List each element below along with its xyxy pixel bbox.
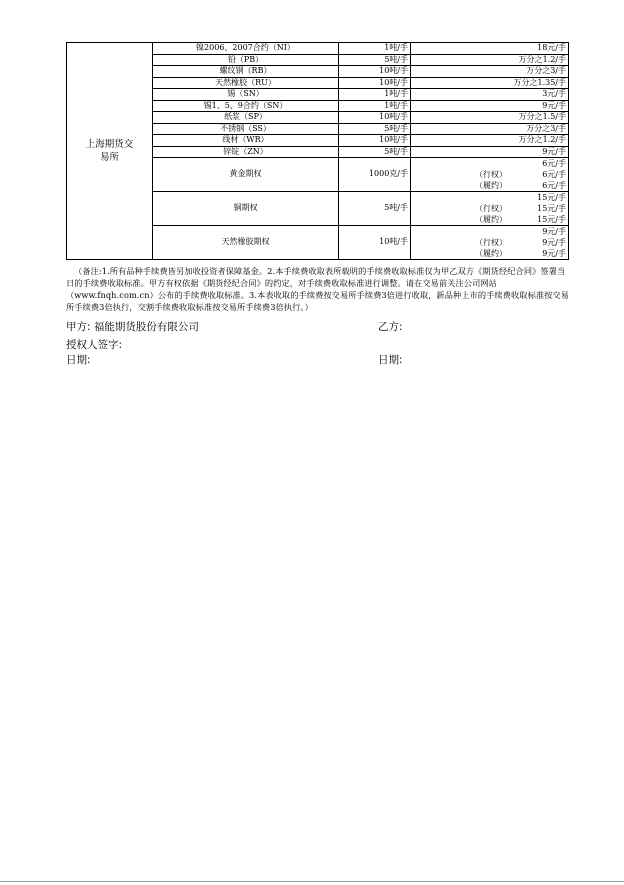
party-a-label: 甲方: 福能期货股份有限公司 [66,321,199,333]
option-fee-type-label: （行权） [475,238,507,247]
option-fee-value: 9元/手 [542,238,566,247]
fee-value: 万分之1.2/手 [411,54,569,66]
trading-unit: 10吨/手 [339,135,411,147]
trading-unit: 1吨/手 [339,89,411,101]
option-fee-value: 6元/手 [542,159,566,168]
option-fee-type-label [475,158,507,169]
fee-table [66,42,569,260]
remarks-note: （备注:1.所有品种手续费皆另加收投资者保障基金。2.本手续费收取表所载明的手续费收取标准仅为甲乙双方《期货经纪合同》签署当日的手续费收取标准。甲方有权依据《期货经纪合同》的约定，对手续费收取标准进行调整。请在交易前关注公司网站（www.fnqh.com.cn）公布的手续费收取标准。3.本表收取的手续费按交易所手续费3倍进行收取，新品种上市的手续费收取标准按交易所手续费3倍执行，交割手续费收取标准按交易所手续费3倍执行。） [66,266,570,312]
product-name: 铅（PB） [153,54,339,66]
option-fee-cell [411,158,569,192]
option-fee-type-label: （履约） [475,181,507,190]
option-trading-unit: 5吨/手 [339,192,411,226]
party-b-label: 乙方: [378,321,403,333]
product-name: 锌锭（ZN） [153,146,339,158]
option-fee-type-label [475,192,507,203]
option-fee-value: 15元/手 [537,215,566,224]
trading-unit: 10吨/手 [339,77,411,89]
option-fee-type-label: （履约） [475,249,507,258]
fee-value: 万分之3/手 [411,123,569,135]
product-name: 不锈钢（SS） [153,123,339,135]
fee-row [67,43,569,55]
option-fee-value: 9元/手 [542,227,566,236]
trading-unit: 10吨/手 [339,112,411,124]
exchange-name: 上海期货交易所 [67,43,153,260]
option-fee-cell [411,226,569,260]
trading-unit: 1吨/手 [339,100,411,112]
page-bottom-border [0,881,624,882]
fee-value: 万分之1.35/手 [411,77,569,89]
product-name: 锡（SN） [153,89,339,101]
option-fee-type-label: （行权） [475,204,507,213]
fee-value: 万分之1.2/手 [411,135,569,147]
product-name: 锡1、5、9合约（SN） [153,100,339,112]
fee-value: 3元/手 [411,89,569,101]
option-fee-cell [411,192,569,226]
product-name: 线材（WR） [153,135,339,147]
option-product-name: 天然橡胶期权 [153,226,339,260]
product-name: 天然橡胶（RU） [153,77,339,89]
option-fee-value: 6元/手 [542,170,566,179]
authorized-signature-label: 授权人签字: [66,339,123,351]
trading-unit: 10吨/手 [339,66,411,78]
fee-value: 万分之3/手 [411,66,569,78]
option-fee-type-label: （行权） [475,170,507,179]
trading-unit: 5吨/手 [339,123,411,135]
option-fee-type-label [475,226,507,237]
trading-unit: 5吨/手 [339,54,411,66]
date-a-label: 日期: [66,354,91,366]
option-fee-value: 6元/手 [542,181,566,190]
product-name: 镍2006、2007合约（NI） [153,43,339,55]
fee-value: 万分之1.5/手 [411,112,569,124]
trading-unit: 1吨/手 [339,43,411,55]
option-product-name: 铜期权 [153,192,339,226]
product-name: 螺纹钢（RB） [153,66,339,78]
option-fee-value: 15元/手 [537,193,566,202]
product-name: 纸浆（SP） [153,112,339,124]
trading-unit: 5吨/手 [339,146,411,158]
option-product-name: 黄金期权 [153,158,339,192]
option-fee-value: 9元/手 [542,249,566,258]
option-trading-unit: 1000克/手 [339,158,411,192]
date-b-label: 日期: [378,354,403,366]
option-fee-value: 15元/手 [537,204,566,213]
option-trading-unit: 10吨/手 [339,226,411,260]
fee-value: 9元/手 [411,146,569,158]
fee-value: 9元/手 [411,100,569,112]
option-fee-type-label: （履约） [475,215,507,224]
fee-value: 18元/手 [411,43,569,55]
